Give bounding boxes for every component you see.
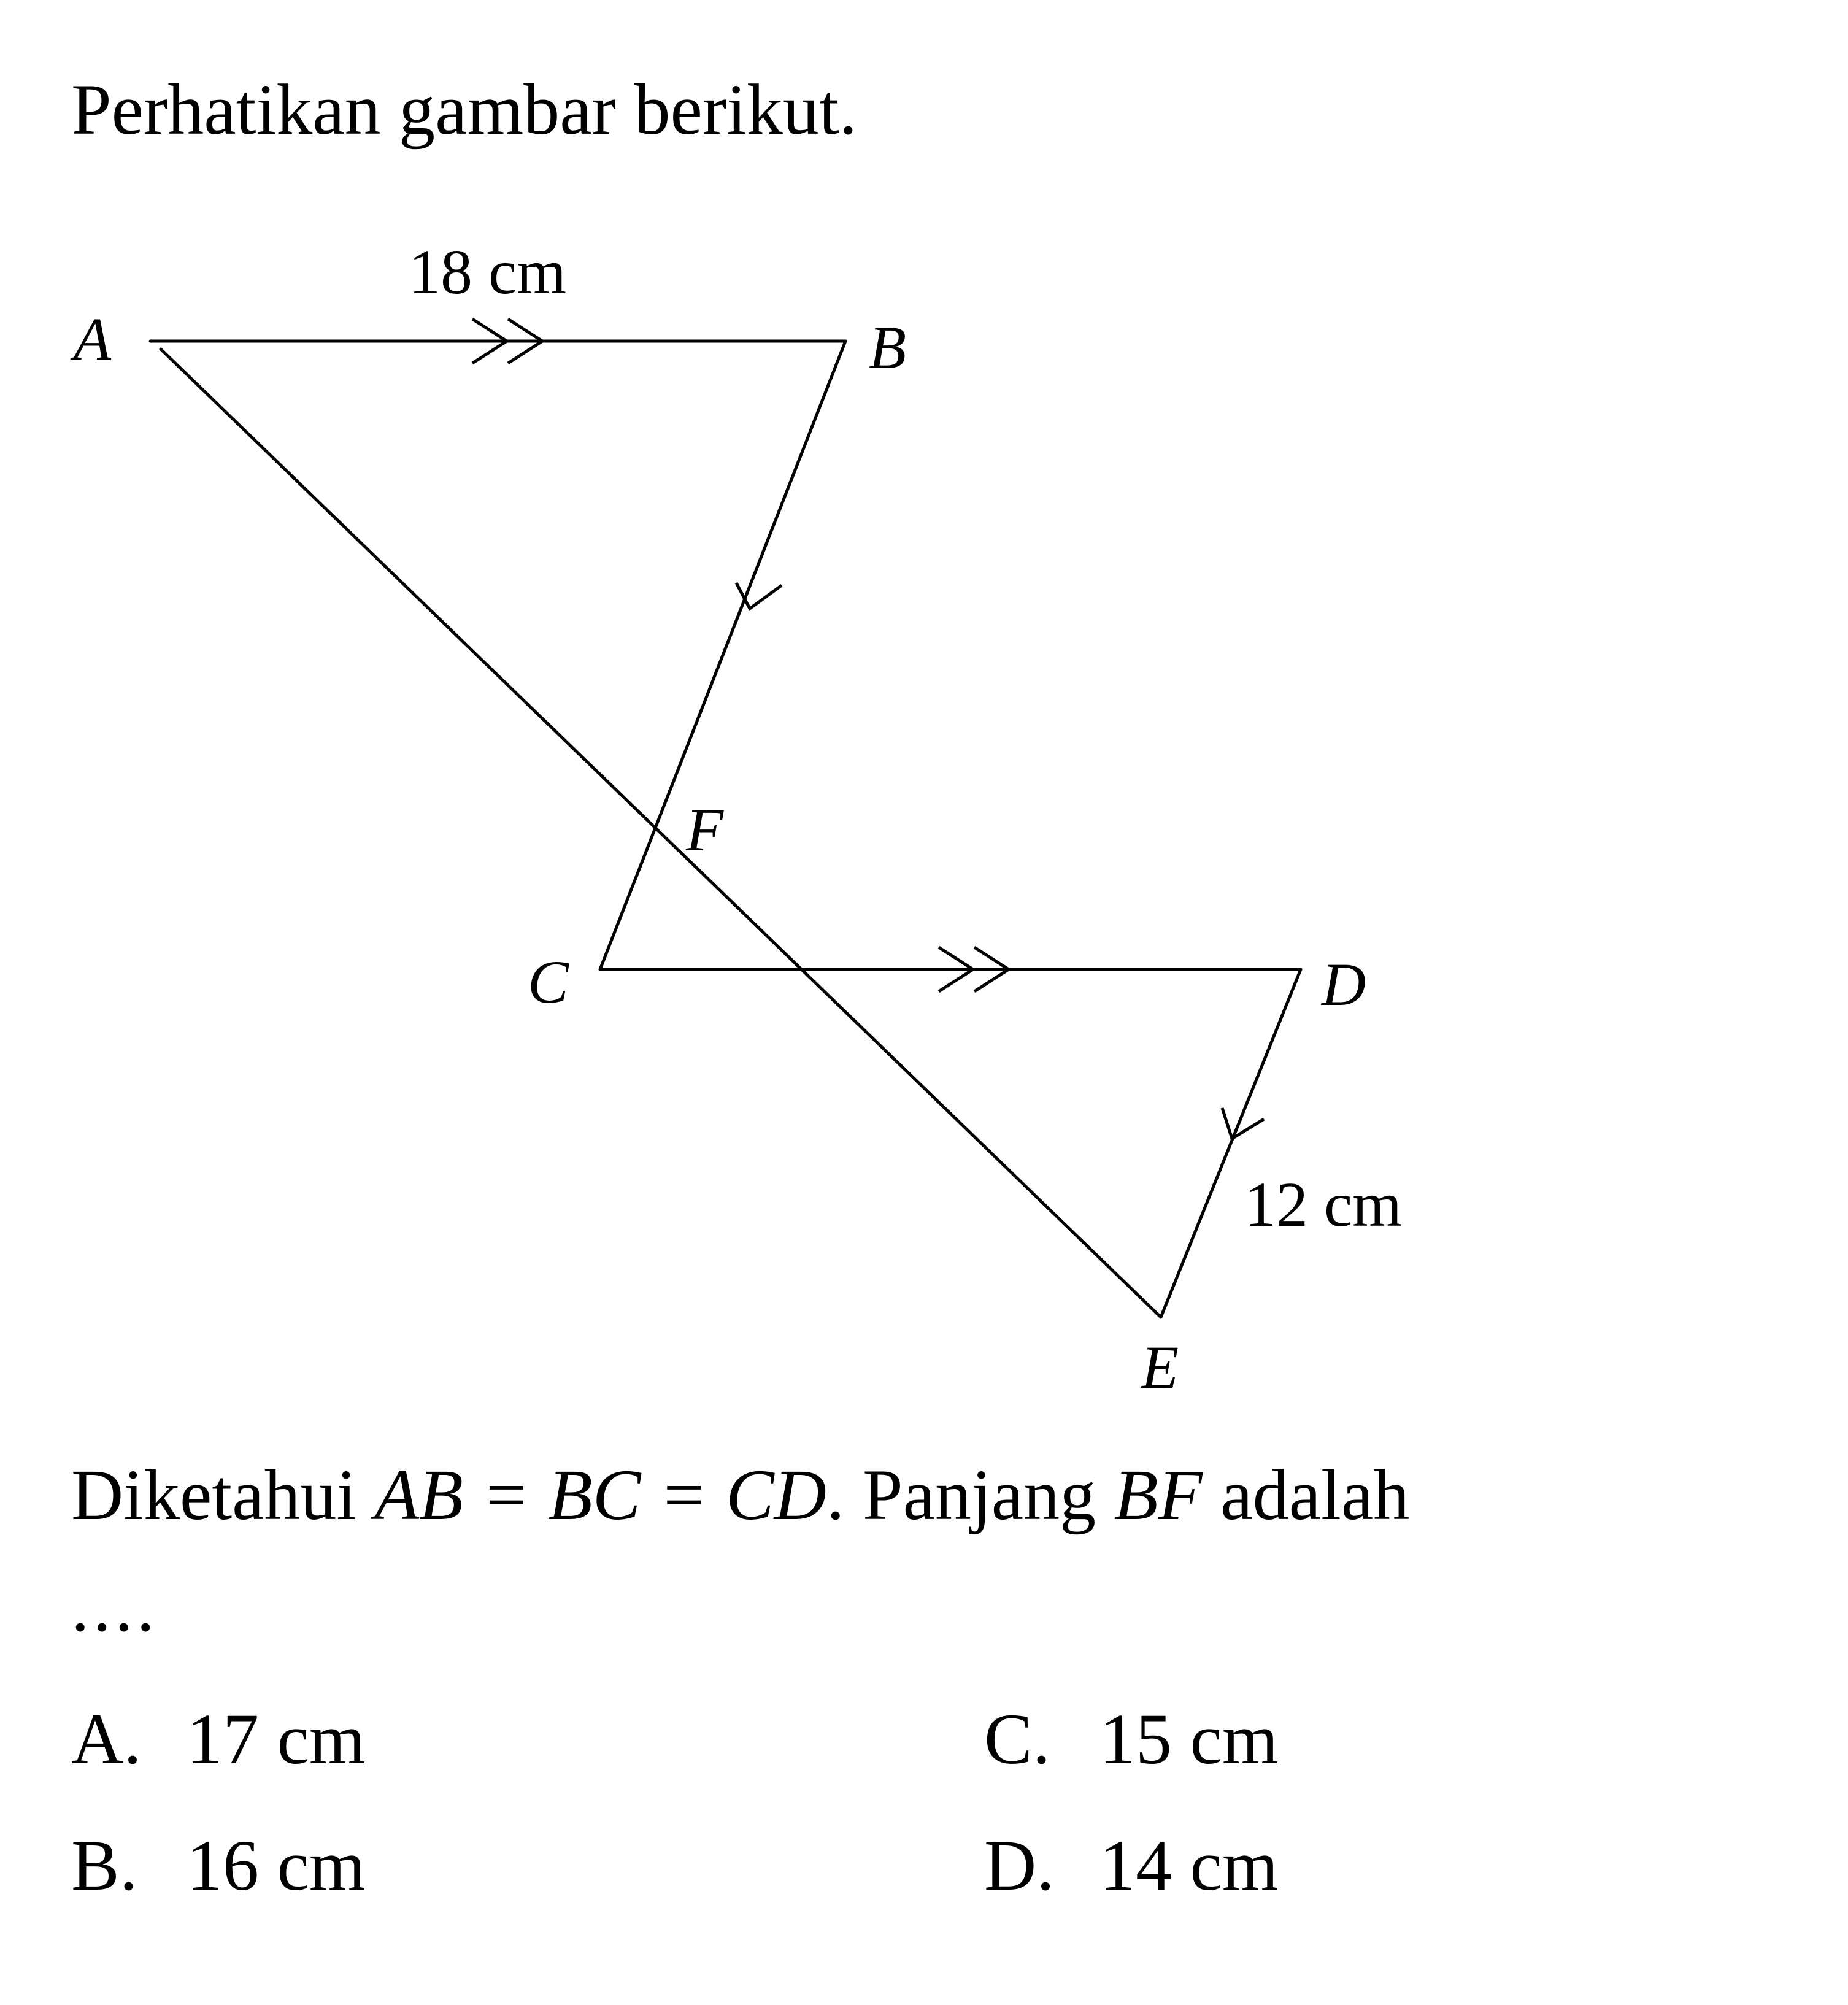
segment-bc (600, 341, 845, 969)
option-c-value: 15 cm (1099, 1699, 1279, 1779)
option-c-key: C. (984, 1699, 1051, 1779)
point-label-f: F (686, 796, 724, 864)
length-label-de: 12 cm (1244, 1169, 1403, 1240)
question-equation: AB = BC = CD (374, 1455, 826, 1535)
question-ellipsis: .... (71, 1566, 158, 1647)
point-label-c: C (528, 948, 569, 1016)
question-text (71, 1455, 1410, 1535)
point-label-b: B (869, 314, 907, 382)
length-label-ab: 18 cm (409, 237, 567, 307)
option-d-value: 14 cm (1099, 1825, 1279, 1906)
option-a-value: 17 cm (187, 1699, 366, 1779)
option-d-key: D. (984, 1825, 1055, 1906)
option-a[interactable] (71, 1699, 366, 1779)
point-label-d: D (1322, 950, 1366, 1018)
question-target: BF (1114, 1455, 1203, 1535)
option-b-key: B. (71, 1825, 138, 1906)
option-a-key: A. (71, 1699, 142, 1779)
option-b[interactable] (71, 1825, 366, 1906)
option-d[interactable] (984, 1825, 1279, 1906)
segment-de (1161, 969, 1301, 1317)
intro-text: Perhatikan gambar berikut. (71, 69, 858, 150)
question-prefix: Diketahui (71, 1455, 375, 1535)
point-label-e: E (1141, 1333, 1179, 1401)
question-middle: . Panjang (826, 1455, 1114, 1535)
option-b-value: 16 cm (187, 1825, 366, 1906)
question-suffix: adalah (1202, 1455, 1410, 1535)
point-label-a: A (74, 305, 112, 373)
option-c[interactable] (984, 1699, 1279, 1779)
segment-ae (161, 349, 1161, 1317)
